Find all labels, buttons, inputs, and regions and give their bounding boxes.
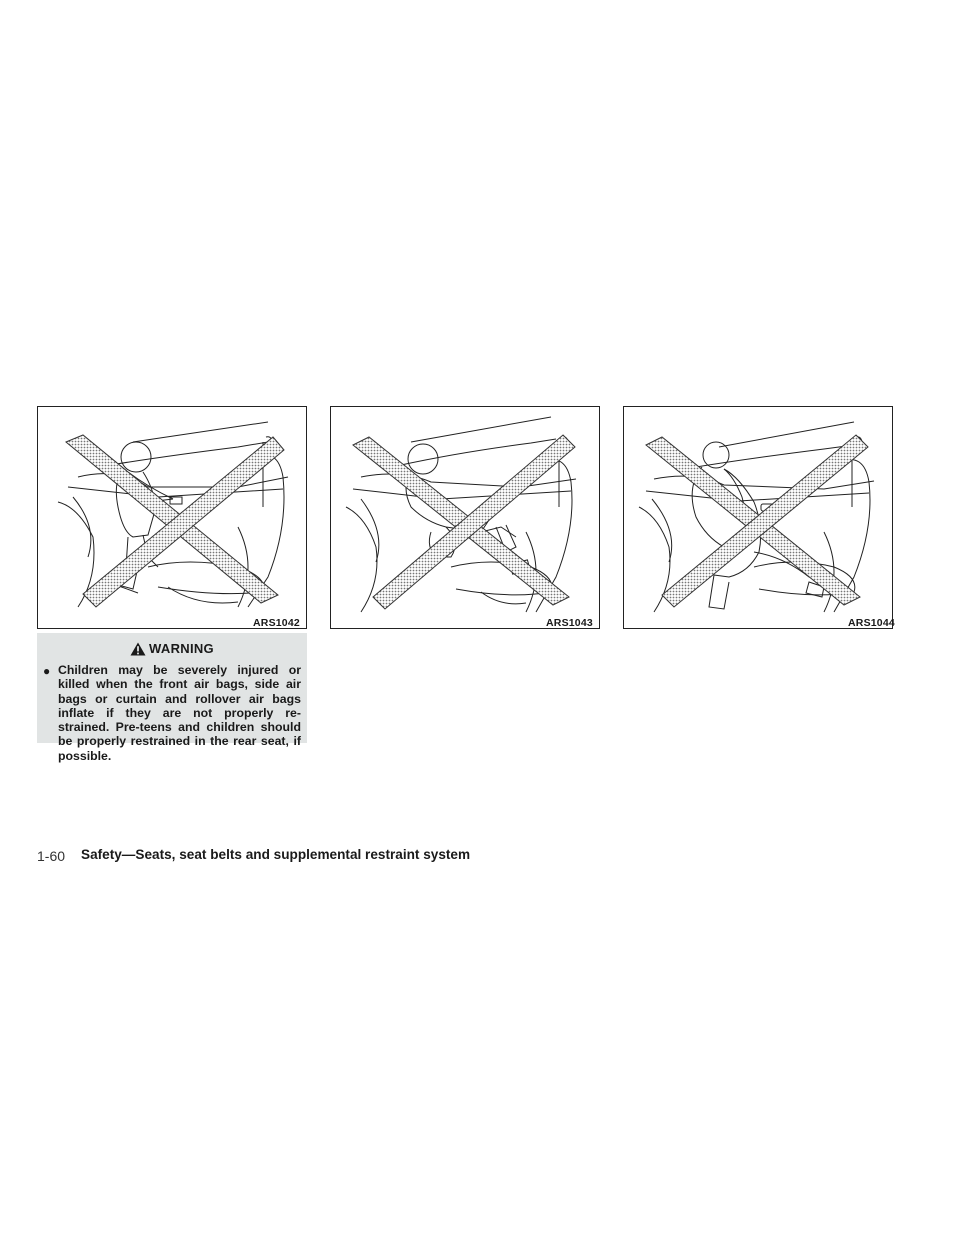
illustration-child-standing (38, 407, 305, 627)
illustration-child-kneeling (331, 407, 598, 627)
warning-text: Children may be severely injured or killed when the front air bags, side air bags or curtain and rollover air bags inflate if they are not properly re-strained. Pre-teens and children should be properly restrained in the rear seat, if possible. (58, 663, 301, 763)
figure-ars1042 (37, 406, 307, 629)
bullet-icon: ● (43, 664, 51, 678)
figure-code: ARS1044 (848, 617, 895, 629)
figure-ars1043 (330, 406, 600, 629)
warning-heading (37, 641, 307, 656)
illustration-child-on-lap (624, 407, 891, 627)
warning-heading-text: WARNING (149, 641, 214, 656)
figure-code: ARS1043 (546, 617, 593, 629)
warning-box (37, 633, 307, 763)
page-number: 1-60 (37, 848, 66, 864)
figure-code: ARS1042 (253, 617, 300, 629)
warning-triangle-icon (130, 642, 146, 656)
figure-ars1044 (623, 406, 893, 629)
section-title: Safety—Seats, seat belts and supplemental restraint system (81, 847, 471, 862)
